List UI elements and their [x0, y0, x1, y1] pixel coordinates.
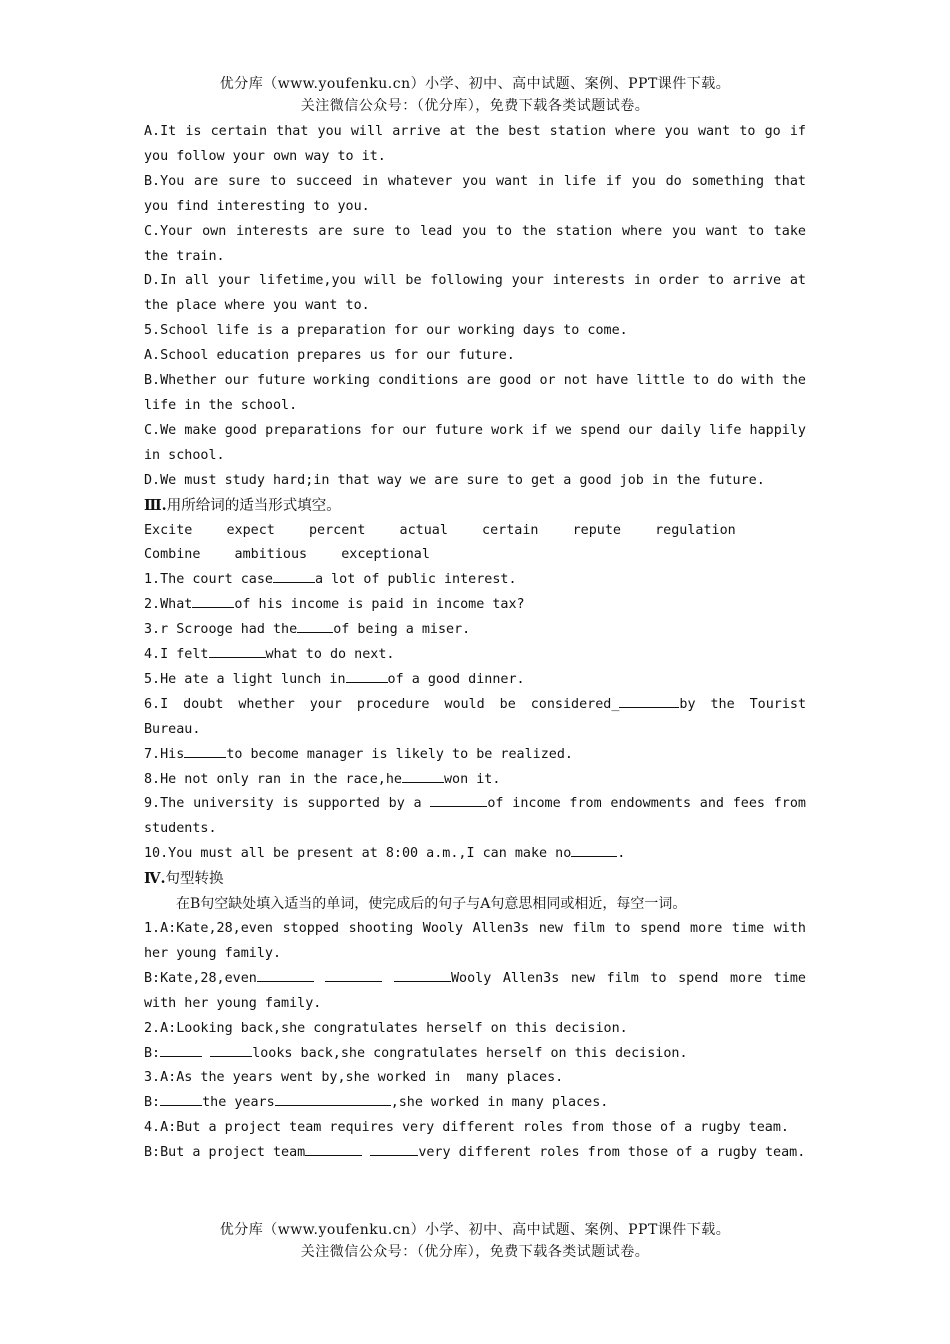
- blank: [192, 593, 234, 608]
- fill-item-6-text-end: by the Tourist Bureau.: [144, 696, 806, 737]
- fill-item-2: [144, 593, 806, 618]
- fill-item-7-text-end: to become manager is likely to be realized.: [226, 746, 573, 762]
- section-4-title: 句型转换: [165, 871, 224, 888]
- section-4-heading: [144, 867, 806, 892]
- q4-option-a: A.It is certain that you will arrive at the best station where you want to go if you follow your own way to it.: [144, 124, 806, 164]
- page-footer: [0, 1220, 950, 1262]
- fill-item-9-text: 9.The university is supported by a: [144, 796, 422, 812]
- rewrite-4-b-text: B:But a project team: [144, 1145, 306, 1161]
- section-3-title: 用所给词的适当形式填空。: [166, 497, 341, 514]
- q5-option-b: B.Whether our future working conditions are good or not have little to do with the life in the school.: [144, 373, 806, 413]
- blank: [305, 1141, 362, 1156]
- header-line-1: 优分库（www.youfenku.cn）小学、初中、高中试题、案例、PPT课件下载。: [219, 76, 731, 92]
- fill-item-7: [144, 743, 806, 768]
- blank: [160, 1091, 202, 1106]
- blank: [184, 743, 226, 758]
- rewrite-1-a: 1.A:Kate,28,even stopped shooting Wooly Allen3s new film to spend more time with her young family.: [144, 921, 806, 961]
- fill-item-6: [144, 693, 806, 743]
- blank: [346, 668, 388, 683]
- fill-item-9: [144, 792, 806, 842]
- q5-option-c: C.We make good preparations for our future work if we spend our daily life happily in school.: [144, 422, 806, 463]
- fill-item-5-text-end: of a good dinner.: [387, 671, 525, 687]
- q5-option-a: A.School education prepares us for our future.: [144, 348, 515, 364]
- word-bank-line-2: Combine ambitious exceptional: [144, 547, 430, 563]
- section-4-roman: Ⅳ.: [144, 870, 166, 888]
- blank: [257, 967, 314, 982]
- fill-item-1-text-end: a lot of public interest.: [315, 572, 517, 588]
- blank: [402, 768, 444, 783]
- rewrite-3-b: [144, 1091, 806, 1116]
- section-3-roman: Ⅲ.: [144, 496, 167, 514]
- rewrite-3-b-text-end: ,she worked in many places.: [390, 1095, 609, 1111]
- document-body: [144, 120, 806, 1166]
- fill-item-6-underscore: _: [611, 696, 620, 712]
- fill-item-4-text-end: what to do next.: [265, 647, 395, 663]
- fill-item-6-text: 6.I doubt whether your procedure would be considered: [144, 696, 612, 712]
- fill-item-1-text: 1.The court case: [144, 572, 273, 588]
- rewrite-3-b-text: B:: [144, 1095, 161, 1111]
- fill-item-10-text-end: .: [617, 846, 626, 862]
- fill-item-3-text-end: of being a miser.: [333, 622, 471, 638]
- rewrite-1-b-text-end: Wooly Allen3s new film to spend more time with her young family.: [144, 970, 806, 1011]
- fill-item-8: [144, 768, 806, 793]
- section-3-heading: [144, 494, 806, 519]
- footer-line-1: 优分库（www.youfenku.cn）小学、初中、高中试题、案例、PPT课件下载。: [219, 1222, 731, 1238]
- rewrite-2-b: [144, 1042, 806, 1067]
- fill-item-3-text: 3.r Scrooge had the: [144, 622, 298, 638]
- fill-item-2-text: 2.What: [144, 597, 193, 613]
- page-header: [0, 74, 950, 116]
- rewrite-2-a: 2.A:Looking back,she congratulates herself on this decision.: [144, 1020, 628, 1036]
- rewrite-3-a: 3.A:As the years went by,she worked in many places.: [144, 1070, 564, 1086]
- fill-item-4-text: 4.I felt: [144, 647, 209, 663]
- blank: [275, 1091, 391, 1106]
- q5-option-d: D.We must study hard;in that way we are sure to get a good job in the future.: [144, 472, 765, 488]
- blank: [430, 792, 487, 807]
- blank: [370, 1141, 418, 1156]
- fill-item-4: [144, 643, 806, 668]
- word-bank-line-1: Excite expect percent actual certain repute regulation: [144, 522, 736, 538]
- fill-item-2-text-end: of his income is paid in income tax?: [234, 597, 525, 613]
- fill-item-8-text: 8.He not only ran in the race,he: [144, 771, 402, 787]
- rewrite-3-b-text-mid: the years: [202, 1095, 275, 1111]
- rewrite-2-b-text-end: looks back,she congratulates herself on this decision.: [252, 1045, 688, 1061]
- rewrite-1-b: [144, 967, 806, 1017]
- fill-item-1: [144, 568, 806, 593]
- blank: [297, 618, 333, 633]
- header-line-2: 关注微信公众号：（优分库），免费下载各类试题试卷。: [300, 98, 650, 114]
- fill-item-7-text: 7.His: [144, 746, 185, 762]
- fill-item-5: [144, 668, 806, 693]
- fill-item-8-text-end: won it.: [443, 771, 501, 787]
- blank: [394, 967, 451, 982]
- blank: [210, 1042, 252, 1057]
- rewrite-4-b-text-end: very different roles from those of a rugby team.: [418, 1145, 806, 1161]
- rewrite-1-b-text: B:Kate,28,even: [144, 970, 257, 986]
- blank: [209, 643, 266, 658]
- rewrite-4-a: 4.A:But a project team requires very different roles from those of a rugby team.: [144, 1120, 789, 1136]
- fill-item-3: [144, 618, 806, 643]
- fill-item-9-text-end: of income from endowments and fees from students.: [144, 796, 806, 837]
- q4-option-b: B.You are sure to succeed in whatever you want in life if you do something that you find interesting to you.: [144, 173, 806, 214]
- blank: [571, 842, 617, 857]
- blank: [160, 1042, 202, 1057]
- footer-line-2: 关注微信公众号：（优分库），免费下载各类试题试卷。: [300, 1244, 650, 1260]
- rewrite-4-b: [144, 1141, 806, 1166]
- fill-item-5-text: 5.He ate a light lunch in: [144, 671, 346, 687]
- blank: [619, 693, 679, 708]
- blank: [325, 967, 382, 982]
- blank: [273, 568, 315, 583]
- fill-item-10-text: 10.You must all be present at 8:00 a.m.,I can make no: [144, 846, 572, 862]
- q4-option-d: D.In all your lifetime,you will be following your interests in order to arrive at the place where you want to.: [144, 273, 806, 314]
- section-4-instruction: 在B句空缺处填入适当的单词，使完成后的句子与A句意思相同或相近，每空一词。: [176, 896, 687, 913]
- q5-question: 5.School life is a preparation for our working days to come.: [144, 323, 628, 339]
- fill-item-10: [144, 842, 806, 867]
- q4-option-c: C.Your own interests are sure to lead you to the station where you want to take the train.: [144, 223, 806, 264]
- rewrite-2-b-text: B:: [144, 1045, 161, 1061]
